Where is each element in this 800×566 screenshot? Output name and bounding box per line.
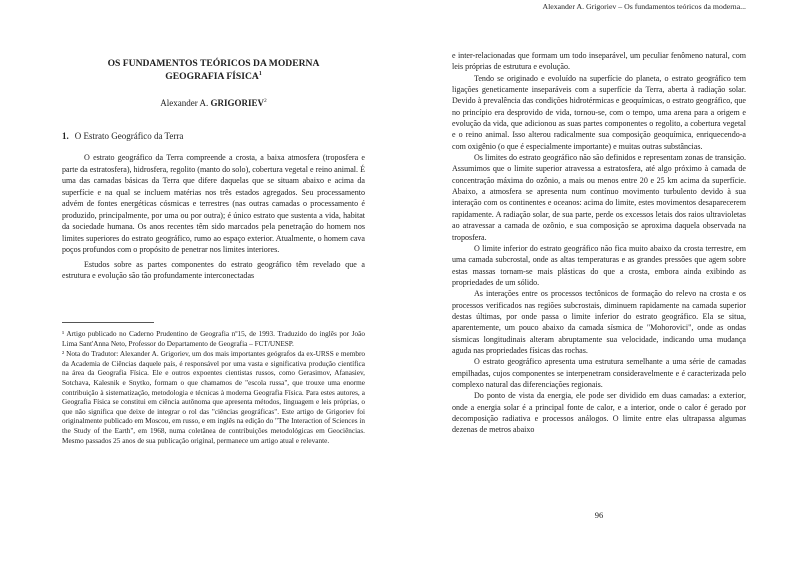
body-paragraph: O estrato geográfico da Terra compreende a crosta, a baixa atmosfera (troposfera e parte da estratosfera), hidrosfera, regolito (manto do solo), cobertura vegetal e reino animal. É uma das camadas básicas da Terra que difere daquelas que se situam abaixo e acima da superfície e na qual se incluem matérias nos três estados agregados. Seu processamento advém de fontes energéticas cósmicas e terrestres (nas outras camadas o processamento é produzido, principalmente, por uma ou por outra); é único estrato que sustenta a vida, habitat da sociedade humana. Os anos recentes têm sido marcados pela penetração do homem nos limites superiores do estrato geográfico, rumo ao espaço exterior. Atualmente, o homem cava poços profundos com o propósito de penetrar nos limites interiores. [62,153,365,254]
author-surname: GRIGORIEV [210,98,265,108]
title-line-2: GEOGRAFIA FÍSICA [165,71,259,82]
section-heading [62,130,365,142]
left-page [62,0,365,566]
section-title: O Estrato Geográfico da Terra [74,131,184,141]
left-body-text [62,152,365,282]
body-paragraph: Do ponto de vista da energia, ele pode ser dividido em duas camadas: a exterior, onde a energia solar é a principal fonte de calor, e a interior, onde o calor é gerado por decomposição radiativa e processos análogos. O limite entre elas ultrapassa algumas dezenas de metros abaixo [452,391,746,435]
body-paragraph: O limite inferior do estrato geográfico não fica muito abaixo da crosta terrestre, em uma camada subcrostal, onde as altas temperaturas e as grandes pressões que agem sobre estas massas tornam-se mais plásticas do que a crosta, embora ainda exibindo as propriedades de um sólido. [452,243,746,287]
body-paragraph: Tendo se originado e evoluído na superfície do planeta, o estrato geográfico tem ligações geneticamente inseparáveis com a superfície da Terra, aberta à radiação solar. Devido à prevalência das condições hidrotérmicas e geoquímicas, o estrato geográfico, que no princípio era desprovido de vida, tornou-se, com o tempo, uma arena para a origem e evolução da vida, que adicionou as suas partes componentes o regolito, a cobertura vegetal e o reino animal. Isso alterou radicalmente sua composição geoquímica, enriquecendo-a com oxigênio (o que é especialmente importante) e muitas outras substâncias. [452,73,746,151]
body-paragraph: Estudos sobre as partes componentes do estrato geográfico têm revelado que a estrutura e evolução são tão profundamente interconectadas [62,259,365,280]
footnote-divider [62,322,154,323]
body-paragraph: As interações entre os processos tectônicos de formação do relevo na crosta e os processos verificados nas regiões subcrostais, diminuem rapidamente na camada superior destas últimas, por onde passa o limite inferior do estrato geográfico. Ela se situa, aparentemente, um pouco abaixo da camada sísmica de "Mohorovici", onde as ondas sísmicas longitudinais alteram abruptamente sua velocidade, indicando uma mudança aguda nas propriedades físicas das rochas. [452,289,746,355]
article-title [62,57,365,83]
body-paragraph: Os limites do estrato geográfico não são definidos e representam zonas de transição. Assumimos que o limite superior atravessa a estratosfera, até algo próximo à camada de concentração máxima do ozônio, a mais ou menos entre 20 e 25 km acima da superfície. Abaixo, a atmosfera se apresenta num contínuo movimento turbulento devido à sua interação com os continentes e oceanos: acima do limite, estes movimentos desaparecerem rapidamente. A radiação solar, de sua parte, perde os excessos letais dos raios ultravioletas ao atravessar a camada de ozônio, e sua composição se aproxima daquela observada na troposfera. [452,153,746,242]
author-prefix: Alexander A. [160,98,211,108]
running-head: Alexander A. Grigoriev – Os fundamentos teóricos da moderna... [542,2,746,11]
title-footnote-ref[interactable]: 1 [258,70,262,77]
footnote-2: ² Nota do Tradutor: Alexander A. Grigoriev, um dos mais importantes geógrafos da ex-URSS e membro da Academia de Ciências daquele país, é responsável por uma vasta e significativa produção científica na área da Geografia Física. Ele e outros expoentes cientistas russos, como Gerasimov, Afanasiev, Sotchava, Kalesnik e Snytko, formam o que chamamos de "escola russa", que trouxe uma enorme contribuição à sistematização, metodologia e técnicas à moderna Geografia Física. Para estes autores, a Geografia Física se constitui em ciência autônoma que apresenta métodos, linguagem e leis próprias, o que não significa que deixe de integrar o rol das "ciências geográficas". Este artigo de Grigoriev foi originalmente publicado em Moscou, em russo, e em inglês na edição do "The Interaction of Sciences in the Study of the Earth", em 1968, numa coletânea de contribuições metodológicas em Geociências. Mesmo passados 25 anos de sua publicação original, permanece um artigo atual e relevante. [62,350,365,445]
right-body-text [452,50,746,436]
author-footnote-ref[interactable]: 2 [264,98,267,104]
title-line-1: OS FUNDAMENTOS TEÓRICOS DA MODERNA [107,58,320,69]
footnote-1: ¹ Artigo publicado no Caderno Prudentino de Geografia nº15, de 1993. Traduzido do inglês por João Lima Sant'Anna Neto, Professor do Departamento de Geografia – FCT/UNESP. [62,330,365,348]
continued-paragraph: e inter-relacionadas que formam um todo inseparável, um peculiar fenômeno natural, com leis próprias de estrutura e evolução. [452,51,746,72]
page-number: 96 [594,510,604,520]
author-line [62,97,365,109]
right-page [452,0,746,566]
footnotes [62,330,365,446]
section-number: 1. [62,131,69,141]
body-paragraph: O estrato geográfico apresenta uma estrutura semelhante a uma série de camadas empilhadas, cujos componentes se interpenetram consideravelmente e é caracterizada pelo complexo natural das diferenciações regionais. [452,357,746,389]
